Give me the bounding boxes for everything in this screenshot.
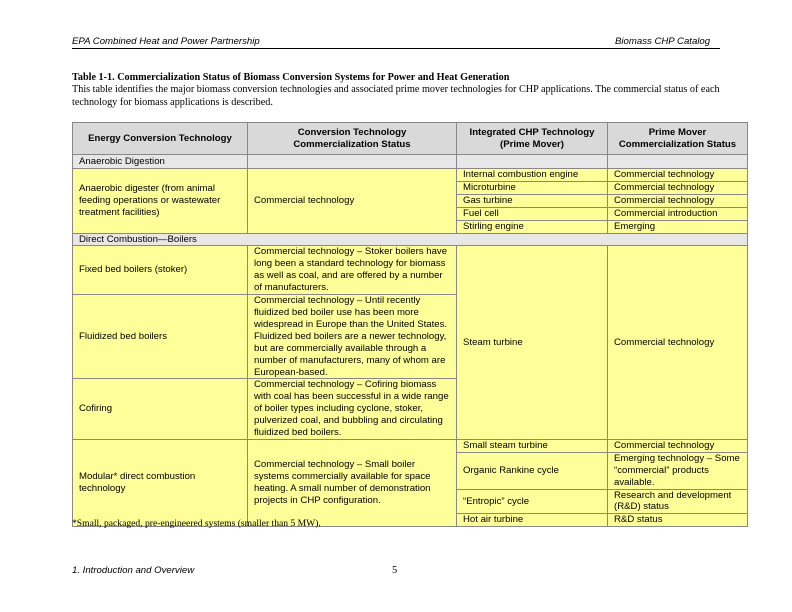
table-description: This table identifies the major biomass conversion technologies and associated prime mover technologies for CHP applications. The commercial status of each technology for biomass applications is described. [72, 84, 720, 108]
prime-mover-name: Internal combustion engine [457, 169, 608, 182]
prime-mover-name: Stirling engine [457, 220, 608, 233]
table-footnote: *Small, packaged, pre-engineered systems (smaller than 5 MW). [72, 518, 321, 529]
anaerobic-digester-tech: Anaerobic digester (from animal feeding operations or wastewater treatment facilities) [73, 169, 248, 234]
prime-mover-name: Hot air turbine [457, 514, 608, 527]
prime-mover-status: Research and development (R&D) status [608, 489, 748, 514]
boiler-status: Commercial technology – Stoker boilers have long been a standard technology for biomass as well as coal, and are offered by a number of manufacturers. [248, 246, 457, 295]
header-right: Biomass CHP Catalog [615, 36, 711, 47]
prime-mover-name: “Entropic” cycle [457, 489, 608, 514]
boiler-tech: Fluidized bed boilers [73, 295, 248, 379]
prime-mover-status: Commercial technology [608, 194, 748, 207]
header-conversion-status: Conversion Technology Commercialization Status [248, 123, 457, 155]
prime-mover-name: Fuel cell [457, 207, 608, 220]
anaerobic-digester-status: Commercial technology [248, 169, 457, 234]
page-number: 5 [392, 565, 398, 576]
prime-mover-status: Commercial technology [608, 181, 748, 194]
prime-mover-status: Emerging [608, 220, 748, 233]
header-energy-conversion-technology: Energy Conversion Technology [73, 123, 248, 155]
prime-mover-status: Commercial introduction [608, 207, 748, 220]
prime-mover-name: Organic Rankine cycle [457, 452, 608, 489]
table-header-row [73, 123, 748, 155]
prime-mover-status: R&D status [608, 514, 748, 527]
section-anaerobic-digestion: Anaerobic Digestion [73, 155, 248, 169]
prime-mover-name: Microturbine [457, 181, 608, 194]
table-caption [72, 72, 722, 109]
header-prime-mover-status: Prime Mover Commercialization Status [608, 123, 748, 155]
header-integrated-chp-technology: Integrated CHP Technology (Prime Mover) [457, 123, 608, 155]
header-left: EPA Combined Heat and Power Partnership [72, 36, 260, 47]
table-title: Table 1-1. Commercialization Status of Biomass Conversion Systems for Power and Heat Generation [72, 72, 510, 83]
commercialization-table [72, 122, 748, 527]
modular-tech: Modular* direct combustion technology [73, 439, 248, 526]
modular-status: Commercial technology – Small boiler systems commercially available for space heating. A small number of demonstration projects in CHP configuration. [248, 439, 457, 526]
boiler-tech: Fixed bed boilers (stoker) [73, 246, 248, 295]
table-row [73, 246, 748, 295]
section-direct-combustion-boilers: Direct Combustion—Boilers [73, 233, 748, 246]
section-row-boilers [73, 233, 748, 246]
boiler-tech: Cofiring [73, 379, 248, 440]
prime-mover-status: Commercial technology [608, 439, 748, 452]
boiler-status: Commercial technology – Until recently fluidized bed boiler use has been more widespread in Europe than the United States. Fluidized bed boilers are a newer technology, but are commercially available through a number of manufacturers, many of whom are European-based. [248, 295, 457, 379]
header-rule [72, 48, 720, 49]
boiler-status: Commercial technology – Cofiring biomass with coal has been successful in a wide range of boiler types including cyclone, stoker, pulverized coal, and bubbling and circulating fluidized bed boilers. [248, 379, 457, 440]
table-row [73, 439, 748, 452]
section-row-anaerobic [73, 155, 748, 169]
table-row [73, 169, 748, 182]
prime-mover-status: Commercial technology [608, 169, 748, 182]
boiler-prime-mover: Steam turbine [457, 246, 608, 440]
prime-mover-status: Emerging technology – Some “commercial” products available. [608, 452, 748, 489]
footer-section-title: 1. Introduction and Overview [72, 565, 195, 576]
prime-mover-name: Gas turbine [457, 194, 608, 207]
boiler-prime-mover-status: Commercial technology [608, 246, 748, 440]
prime-mover-name: Small steam turbine [457, 439, 608, 452]
